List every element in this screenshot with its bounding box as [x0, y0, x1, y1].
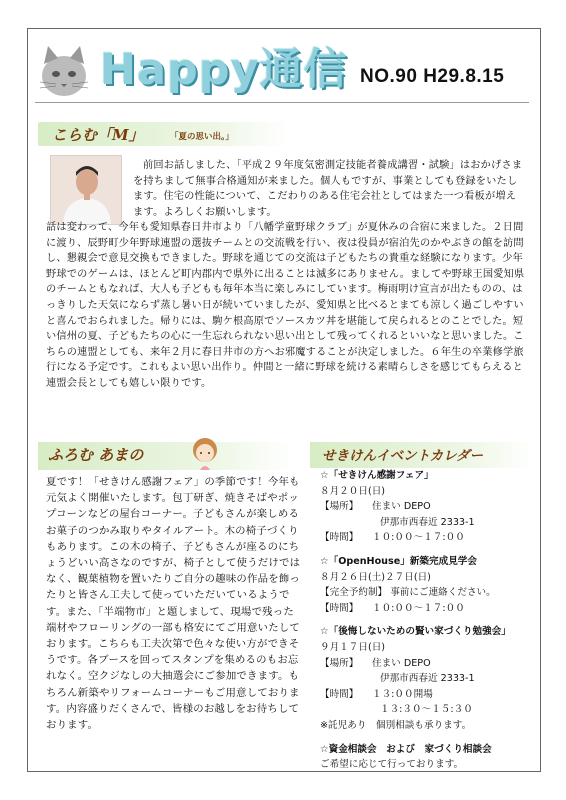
newsletter-title: Happy通信	[100, 45, 348, 95]
place-label: 【場所】	[320, 501, 359, 513]
event-place: 住まい DEPO	[372, 501, 431, 513]
event-address: 伊那市西春近 2333-1	[380, 516, 475, 528]
time-label: 【時間】	[320, 602, 359, 614]
event-date: ８月２６日(土)２７日(日)	[320, 571, 431, 583]
events-heading: せきけんイベントカレダー	[322, 448, 484, 464]
forum-text: 夏です！「せきけん感謝フェア」の季節です！今年も元気よく開催いたします。包丁研ぎ、焼きそばやポップコーンなどの屋台コーナー。子どもさんが楽しめるお菓子のつかみ取りやタイルアート。木の椅子づくりもあります。この木の椅子、子どもさんが座るのにちょうどいい高さなのですが、椅子として使うだけではなく、観葉植物を置いたりご自分の趣味の作品を飾ったりと皆さん工夫して使っていただいているようです。また、「半端物市」と題しまして、現場で残った端材やフローリングの一部も格安にてご用意いたしております。こちらも工夫次第で色々な使い方ができそうです。各ブースを回ってスタンプを集めるのもお忘れなく。空クジなしの大抽選会にご参加できます。もちろん新築やリフォームコーナーもご用意しております。内容盛りだくさんで、皆様のお越しをお待ちしております。	[46, 476, 301, 732]
event-place: 住まい DEPO	[372, 657, 431, 669]
event-title: ☆「後悔しないための賢い家づくり勉強会」	[320, 626, 511, 638]
event-title: ☆資金相談会 および 家づくり相談会	[320, 743, 492, 755]
event-address: 伊那市西春近 2333-1	[380, 673, 475, 685]
reserve-label: 【完全予約制】	[320, 587, 388, 599]
girl-illustration	[188, 434, 222, 472]
event-time: １０:００～１７:００	[372, 532, 465, 544]
event-time-2: １３:３０～１５:３０	[380, 704, 473, 716]
column-heading: こらむ「M」	[52, 126, 144, 144]
event-note: ※託児あり 個別相談も承ります。	[320, 719, 472, 731]
event-date: ８月２０日(日)	[320, 485, 386, 497]
event-title: ☆「OpenHouse」新築完成見学会	[320, 555, 477, 567]
event-date: ９月１７日(日)	[320, 641, 386, 653]
event-time: １０:００～１７:００	[372, 602, 465, 614]
event-reserve: 事前にご連絡ください。	[390, 587, 496, 599]
header-divider	[35, 102, 529, 103]
column-subheading: 「夏の思い出。」	[170, 132, 234, 142]
event-time: １３:００開場	[372, 688, 433, 700]
place-label: 【場所】	[320, 657, 359, 669]
events-list	[320, 468, 535, 773]
column-paragraph-1: 前回お話しました、「平成２９年度気密測定技能者養成講習・試験」はおかげさまを持ちまして無事合格通知が来ました。個人もですが、事業としても登録をいたします。住宅の性能について、こだわりのある住宅会社としてはまた一つ看板が増えます。よろしくお願いします。	[133, 160, 523, 218]
event-title: ☆「せきけん感謝フェア」	[320, 470, 434, 481]
column-paragraph-2: 話は変わって、今年も愛知県春日井市より「八幡学童野球クラブ」が夏休みの合宿に来ました。２日間に渡り、辰野町少年野球連盟の選抜チームとの交流戦を行い、夜は役員が宿泊先のかやぶきの館を訪問し、懇親会で意見交換もできました。野球を通じての交流は子どもたちの貴重な経験になります。少年野球でのゲームは、ほとんど町内郡内で県外に出ることは滅多にありません。ましてや野球王国愛知県のチームともなれば、大人も子どもも毎年本当に楽しみにしています。梅雨明け宣言が出たものの、はっきりした天気にならず蒸し暑い日が続いていましたが、愛知県と比べるとまても涼しく過ごしやすいと喜んでおられました。帰りには、駒ケ根高原でソースカツ丼を堪能して戻られるとのことでした。短い信州の夏、子どもたちの心に一生忘れられない思い出として残ってくれるといいなと思いました。こちらの連盟としても、来年２月に春日井市の方へお邪魔することが決定しました。６年生の卒業修学旅行になる予定です。これもよい思い出作り。仲間と一緒に野球を続ける素晴らしさを感じてもらえると連盟会長としても嬉しい限りです。	[46, 222, 525, 389]
event-item	[320, 554, 535, 616]
event-note: ご希望に応じて行っております。	[320, 759, 464, 771]
event-item	[320, 742, 535, 773]
forum-heading: ふろむ あまの	[48, 446, 144, 464]
time-label: 【時間】	[320, 532, 359, 544]
event-item	[320, 624, 535, 733]
cat-illustration	[34, 44, 94, 100]
author-photo	[50, 155, 122, 225]
issue-number-date: NO.90 H29.8.15	[360, 66, 505, 87]
event-item	[320, 468, 535, 546]
time-label: 【時間】	[320, 688, 359, 700]
